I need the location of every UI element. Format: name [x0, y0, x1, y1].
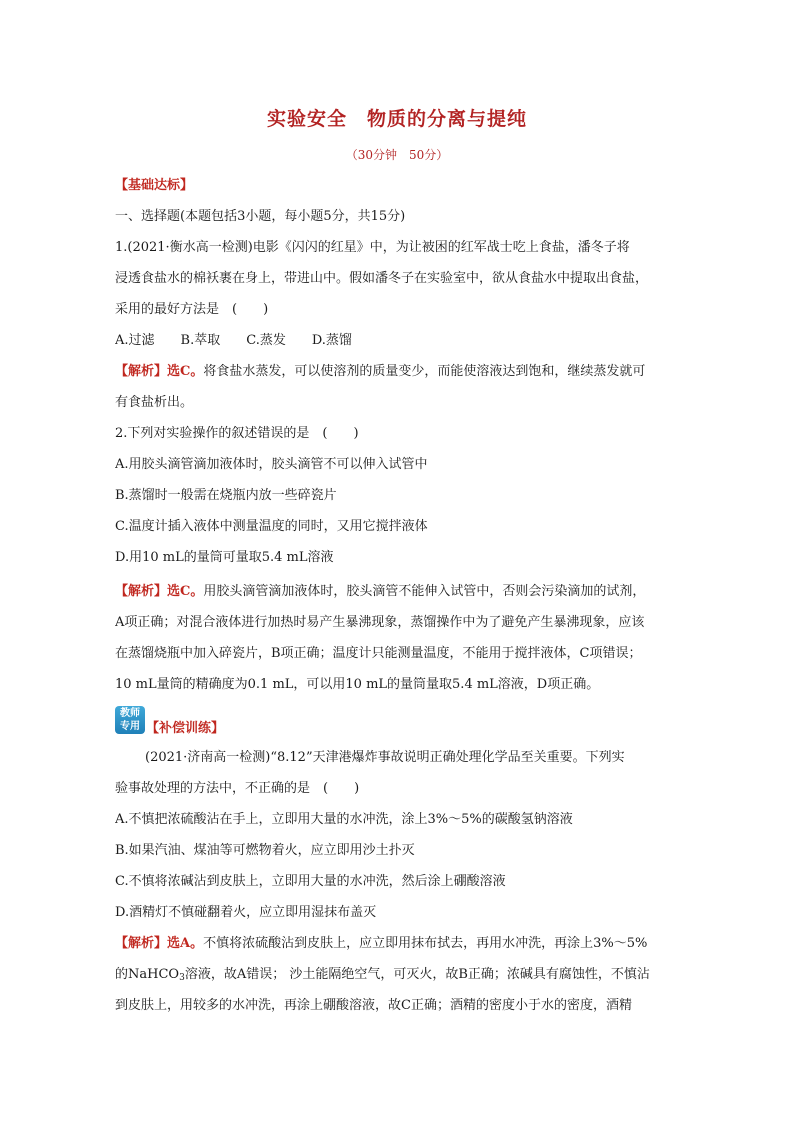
question-1-line-2: 浸透食盐水的棉袄裹在身上，带进山中。假如潘冬子在实验室中，欲从食盐水中提取出食盐， [115, 271, 649, 286]
formula-subscript: 3 [179, 973, 185, 983]
badge-bottom-text: 专用 [120, 721, 140, 732]
supplementary-stem-line-1: (2021·济南高一检测)“8.12”天津港爆炸事故说明正确处理化学品至关重要。下列实 [145, 750, 625, 765]
analysis-label: 【解析】选C。 [115, 364, 204, 379]
supplementary-option-a: A.不慎把浓硫酸沾在手上，立即用大量的水冲洗，涂上3%～5%的碳酸氢钠溶液 [115, 812, 573, 827]
page-title: 实验安全 物质的分离与提纯 [266, 108, 527, 130]
supplementary-option-b: B.如果汽油、煤油等可燃物着火，应立即用沙土扑灭 [115, 843, 415, 858]
question-1-line-3: 采用的最好方法是 ( ) [115, 302, 269, 317]
section-level-label: 【基础达标】 [115, 178, 194, 193]
analysis-label: 【解析】选A。 [115, 936, 204, 951]
supplementary-training-label: 【补偿训练】 [146, 721, 225, 736]
supplementary-stem-line-2: 验事故处理的方法中，不正确的是 ( ) [115, 781, 360, 796]
supplementary-option-d: D.酒精灯不慎碰翻着火，应立即用湿抹布盖灭 [115, 905, 377, 920]
question-2-analysis-line-3: 在蒸馏烧瓶中加入碎瓷片，B项正确；温度计只能测量温度，不能用于搅拌液体，C项错误； [115, 646, 642, 661]
analysis-text: 溶液，故A错误； 沙土能隔绝空气，可灭火，故B正确；浓碱具有腐蚀性，不慎沾 [184, 967, 650, 982]
question-1-options: A.过滤 B.萃取 C.蒸发 D.蒸馏 [115, 333, 352, 348]
badge-top-text: 教师 [120, 708, 140, 719]
section-heading: 一、选择题(本题包括3小题，每小题5分，共15分) [115, 209, 406, 224]
supplementary-analysis-line-3: 到皮肤上，用较多的水冲洗，再涂上硼酸溶液，故C正确；酒精的密度小于水的密度，酒精 [115, 998, 632, 1013]
time-score-info: （30分钟 50分） [345, 148, 449, 162]
question-2-analysis-line-4: 10 mL量筒的精确度为0.1 mL，可以用10 mL的量筒量取5.4 mL溶液，D项正确。 [115, 677, 600, 692]
question-2-option-d: D.用10 mL的量筒可量取5.4 mL溶液 [115, 550, 334, 565]
analysis-text: 用胶头滴管滴加液体时，胶头滴管不能伸入试管中，否则会污染滴加的试剂， [203, 584, 646, 599]
supplementary-option-c: C.不慎将浓碱沾到皮肤上，立即用大量的水冲洗，然后涂上硼酸溶液 [115, 874, 506, 889]
analysis-label: 【解析】选C。 [115, 584, 204, 599]
teacher-only-badge [115, 706, 145, 734]
question-2-stem: 2.下列对实验操作的叙述错误的是 ( ) [115, 426, 359, 441]
question-2-analysis [115, 582, 690, 602]
question-2-option-b: B.蒸馏时一般需在烧瓶内放一些碎瓷片 [115, 488, 337, 503]
formula-text: 的NaHCO [115, 967, 180, 982]
question-2-analysis-line-2: A项正确；对混合液体进行加热时易产生暴沸现象，蒸馏操作中为了避免产生暴沸现象，应该 [115, 615, 645, 630]
question-1-analysis [115, 362, 690, 382]
question-1-line-1: 1.(2021·衡水高一检测)电影《闪闪的红星》中，为让被困的红军战士吃上食盐，潘冬子将 [115, 240, 630, 255]
analysis-text: 不慎将浓硫酸沾到皮肤上，应立即用抹布拭去，再用水冲洗，再涂上3%～5% [203, 936, 648, 951]
analysis-text: 将食盐水蒸发，可以使溶剂的质量变少，而能使溶液达到饱和，继续蒸发就可 [203, 364, 646, 379]
question-2-option-a: A.用胶头滴管滴加液体时，胶头滴管不可以伸入试管中 [115, 457, 428, 472]
supplementary-analysis-line-2 [115, 965, 690, 988]
question-2-option-c: C.温度计插入液体中测量温度的同时，又用它搅拌液体 [115, 519, 428, 534]
question-1-analysis-line-2: 有食盐析出。 [115, 395, 194, 410]
supplementary-analysis [115, 934, 690, 954]
